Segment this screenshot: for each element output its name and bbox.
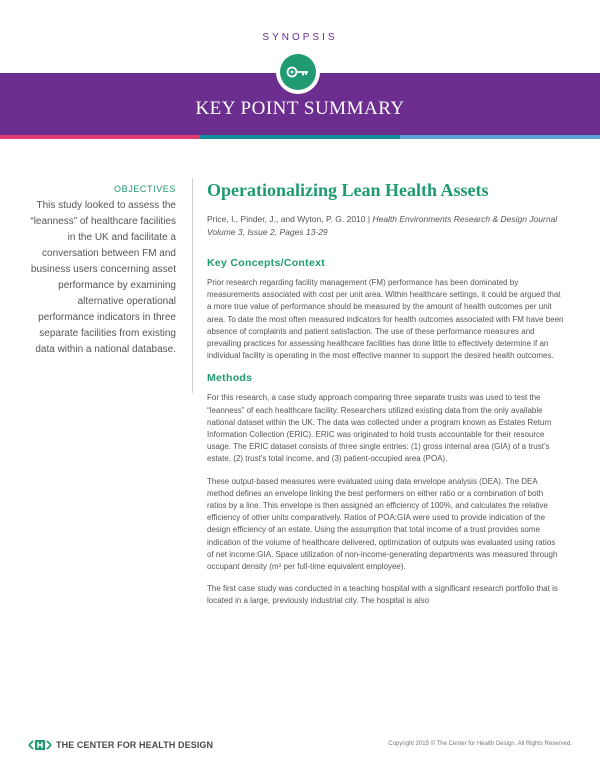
paragraph: These output-based measures were evaluated using data envelope analysis (DEA). The DEA method defines an envelope linking the best performers on either ratio or a combination of both ratios by a line. This envelope is then assigned an efficiency of 100%, and calculates the relative efficiency of other units comparatively. Ratios of POA:GIA were used to provide indication of the design efficiency of an estate. Using the assumption that total income of a trust provides some indication of the volume of healthcare delivered, optimization of outputs was evaluated using ratios of net income:GIA. Space utilization of non-income-generating departments was measured through occupant density (m² per full-time equivalent employee).	[207, 476, 558, 572]
citation-journal: Health Environments Research & Design Journal Volume 3, Issue 2, Pages 13-29	[207, 214, 558, 237]
paragraph: The first case study was conducted in a teaching hospital with a significant research portfolio that is located in a large, previously industrial city. The hospital is also	[207, 584, 558, 606]
section-heading-methods: Methods	[207, 372, 253, 385]
footer-logo-text: THE CENTER FOR HEALTH DESIGN	[56, 740, 214, 750]
key-icon	[286, 65, 310, 79]
paragraph: Prior research regarding facility management (FM) performance has been dominated by measurements associated with cost per unit area. Within healthcare settings, it could be argued that a more true value of performance should be measured by the amount of health outcomes per unit area. To date the most often measured indicators for health outcomes associated with FM have been absence of complaints and patient satisfaction. The use of these performance measures and prevailing practices for assessing healthcare facilities has done little to effectively determine if an individual facility is operating in the most effective manner to support the desired health outcomes.	[207, 278, 564, 361]
accent-stripe-pink	[0, 135, 200, 139]
synopsis-label: SYNOPSIS	[262, 32, 338, 43]
objectives-text: This study looked to assess the “leanness” of healthcare facilities in the UK and facilitate a conversation between FM and business users concerning asset performance by examining alternative operational performance indicators in three separate facilities from existing data within a national database.	[30, 200, 176, 355]
footer-logo	[28, 739, 213, 751]
article-title: Operationalizing Lean Health Assets	[207, 180, 489, 200]
objectives-heading: OBJECTIVES	[113, 184, 176, 194]
accent-stripe-teal	[200, 135, 400, 139]
objectives-sidebar	[28, 184, 176, 358]
copyright-notice: Copyright 2015 © The Center for Health Design. All Rights Reserved.	[388, 741, 572, 747]
paragraph: For this research, a case study approach comparing three separate trusts was used to test the “leanness” of each healthcare facility. Researchers utilized existing data from the only available national dataset within the UK. The data was collected under a program known as Estates Return Information Collection (ERIC). ERIC was originated to hold trusts accountable for their resource usage. The ERIC dataset consists of three single entries: (1) gross internal area (GIA) of a trust’s estate, (2) trust’s total income, and (3) patient-occupied area (POA).	[207, 393, 552, 464]
column-divider	[192, 178, 193, 393]
banner-title: KEY POINT SUMMARY	[195, 98, 405, 119]
article-body	[207, 180, 564, 618]
chd-logo-icon	[28, 739, 52, 751]
key-badge	[276, 50, 320, 94]
citation	[207, 213, 564, 239]
section-heading-key-concepts: Key Concepts/Context	[207, 257, 326, 269]
accent-stripe-blue	[400, 135, 600, 139]
citation-authors: Price, I., Pinder, J., and Wyton, P. G. 2010 |	[207, 214, 373, 224]
